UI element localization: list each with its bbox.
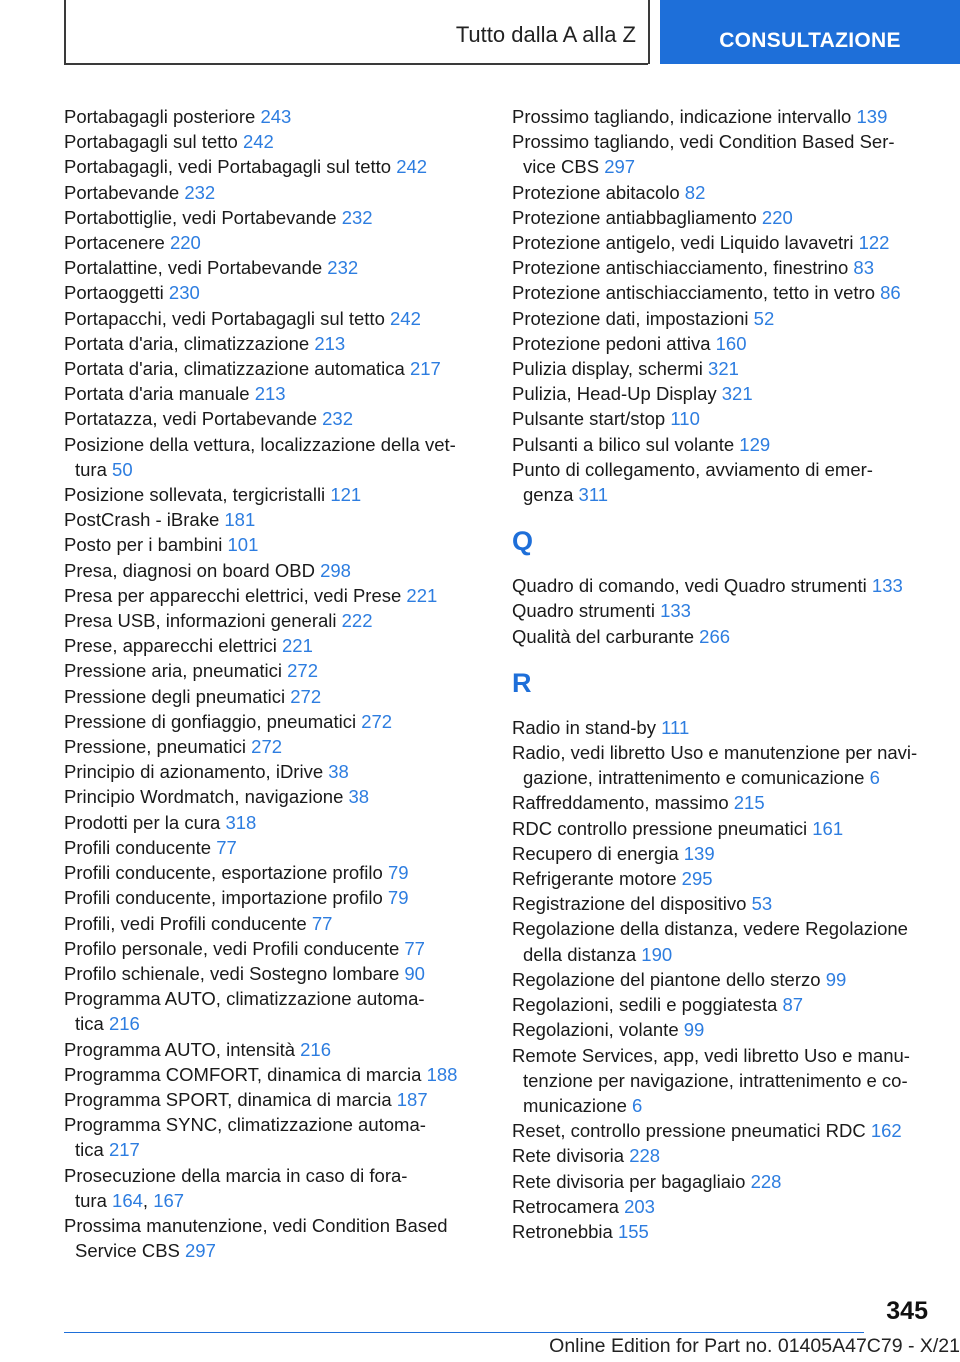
index-entry xyxy=(512,992,932,1017)
index-entry xyxy=(512,180,932,205)
entry-text: Reset, controllo pressione pneumatici RDC xyxy=(512,1120,871,1142)
index-entry xyxy=(64,180,494,205)
entry-text: tenzione per navigazione, intrattenimento e co- xyxy=(523,1069,908,1091)
index-entry xyxy=(64,532,494,557)
page-reference-link[interactable]: 38 xyxy=(348,786,370,808)
header-separator xyxy=(648,0,650,64)
entry-text: Rete divisoria per bagagliaio xyxy=(512,1170,751,1192)
entry-text: Protezione antischiacciamento, tetto in vetro xyxy=(512,282,881,304)
entry-text: Service CBS xyxy=(75,1240,186,1262)
entry-text: Pressione aria, pneumatici xyxy=(64,660,288,682)
entry-text: Profili conducente, esportazione profilo xyxy=(64,862,388,884)
entry-text: Posizione sollevata, tergicristalli xyxy=(64,484,331,506)
index-entry xyxy=(512,356,932,381)
index-entry xyxy=(512,967,932,992)
index-entry xyxy=(512,891,932,916)
entry-text: Portabagagli, vedi Portabagagli sul tetto xyxy=(64,156,397,178)
index-letter-r: R xyxy=(512,667,532,698)
page-reference-link[interactable]: 216 xyxy=(300,1038,332,1060)
index-entry xyxy=(64,608,494,633)
entry-text: Portabevande xyxy=(64,181,185,203)
entry-text: Programma SPORT, dinamica di marcia xyxy=(64,1088,397,1110)
index-entry xyxy=(64,507,494,532)
page-reference-link[interactable]: 266 xyxy=(699,625,731,647)
entry-text: Protezione antigelo, vedi Liquido lavavetri xyxy=(512,232,859,254)
entry-text: Prossimo tagliando, vedi Condition Based Ser- xyxy=(512,131,895,153)
page-reference-link[interactable]: 50 xyxy=(112,458,133,480)
index-entry xyxy=(64,205,494,230)
entry-text: Portabagagli posteriore xyxy=(64,106,261,127)
page-reference-link[interactable]: 318 xyxy=(225,811,257,833)
page-reference-link[interactable]: 222 xyxy=(341,610,373,632)
entry-text: Portabottiglie, vedi Portabevande xyxy=(64,206,342,228)
entry-text: Radio in stand-by xyxy=(512,716,662,738)
index-entry xyxy=(64,432,494,482)
entry-text: Prossimo tagliando, indicazione intervallo xyxy=(512,106,857,127)
index-entry xyxy=(512,1194,932,1219)
page-reference-link[interactable]: 99 xyxy=(825,968,847,990)
entry-text: Pulizia, Head-Up Display xyxy=(512,383,722,405)
entry-text: della distanza xyxy=(523,943,642,965)
entry-text: Prese, apparecchi elettrici xyxy=(64,635,282,657)
page-reference-link[interactable]: 321 xyxy=(708,358,739,380)
entry-text: Principio di azionamento, iDrive xyxy=(64,761,329,783)
index-entry xyxy=(64,331,494,356)
page-reference-link[interactable]: 121 xyxy=(330,484,362,506)
entry-text: Pressione degli pneumatici xyxy=(64,685,291,707)
index-entry xyxy=(64,129,494,154)
page-reference-link[interactable]: 129 xyxy=(739,433,771,455)
index-entry xyxy=(512,104,932,129)
page-reference-link[interactable]: 155 xyxy=(617,1220,649,1242)
page-reference-link[interactable]: 162 xyxy=(870,1120,902,1142)
page-reference-link[interactable]: 217 xyxy=(409,358,441,380)
entry-text: Portata d'aria, climatizzazione xyxy=(64,332,315,354)
index-entry xyxy=(512,1043,932,1119)
page-reference-link[interactable]: 52 xyxy=(753,307,775,329)
entry-text: Posizione della vettura, localizzazione della vet- xyxy=(64,433,456,455)
entry-text: Portacenere xyxy=(64,232,170,254)
entry-text: Rete divisoria xyxy=(512,1145,630,1167)
page-reference-link[interactable]: 232 xyxy=(327,257,359,279)
page-reference-link[interactable]: 242 xyxy=(390,307,421,329)
page-reference-link[interactable]: 203 xyxy=(624,1195,655,1217)
index-entry xyxy=(512,129,932,179)
index-entry xyxy=(512,1143,932,1168)
index-entry xyxy=(64,936,494,961)
index-entry xyxy=(64,885,494,910)
page-reference-link[interactable]: 230 xyxy=(168,282,200,304)
footer-edition: Online Edition for Part no. 01405A47C79 - X/21 xyxy=(549,1335,960,1357)
index-entry xyxy=(512,432,932,457)
index-entry xyxy=(64,1087,494,1112)
page-reference-link[interactable]: 228 xyxy=(750,1170,782,1192)
entry-text: Retronebbia xyxy=(512,1220,618,1242)
index-entry xyxy=(64,684,494,709)
index-entry xyxy=(512,381,932,406)
page-reference-link[interactable]: 38 xyxy=(328,761,349,783)
index-group-q xyxy=(512,573,932,649)
entry-text: Presa, diagnosi on board OBD xyxy=(64,559,321,581)
index-group-r xyxy=(512,715,932,1244)
index-entry xyxy=(64,860,494,885)
page-reference-link[interactable]: 139 xyxy=(683,842,715,864)
index-group-p xyxy=(512,104,932,507)
page-reference-link[interactable]: 216 xyxy=(108,1013,140,1035)
page-reference-link[interactable]: 297 xyxy=(185,1240,216,1262)
index-entry xyxy=(512,573,932,598)
entry-text: tica xyxy=(75,1013,109,1035)
page-reference-link[interactable]: 311 xyxy=(578,484,609,506)
index-entry xyxy=(64,633,494,658)
entry-text: Profilo schienale, vedi Sostegno lombare xyxy=(64,962,405,984)
entry-text: Programma AUTO, intensità xyxy=(64,1038,301,1060)
page-reference-link[interactable]: 232 xyxy=(341,206,373,228)
index-entry xyxy=(64,558,494,583)
page-reference-link[interactable]: 243 xyxy=(260,106,292,127)
page-reference-link[interactable]: 110 xyxy=(670,408,700,430)
index-entry xyxy=(64,961,494,986)
page-reference-link[interactable]: 79 xyxy=(387,887,409,909)
index-entry xyxy=(64,1213,494,1263)
page-reference-link[interactable]: 272 xyxy=(251,736,283,758)
header-left-rule xyxy=(64,0,66,64)
index-entry xyxy=(512,255,932,280)
page-reference-link[interactable]: 213 xyxy=(314,332,346,354)
entry-text: Portata d'aria, climatizzazione automatica xyxy=(64,358,410,380)
entry-text: Remote Services, app, vedi libretto Uso e manu- xyxy=(512,1044,910,1066)
entry-text: Portata d'aria manuale xyxy=(64,383,255,405)
entry-text: Protezione abitacolo xyxy=(512,181,685,203)
index-letter-q: Q xyxy=(512,526,534,557)
index-entry xyxy=(64,1062,494,1087)
page-reference-link[interactable]: 77 xyxy=(404,937,425,959)
entry-text: vice CBS xyxy=(523,156,605,178)
entry-text: Regolazione del piantone dello sterzo xyxy=(512,968,826,990)
page-reference-link[interactable]: 190 xyxy=(641,943,673,965)
entry-text: Pressione di gonfiaggio, pneumatici xyxy=(64,710,362,732)
index-entry xyxy=(512,406,932,431)
entry-text: Profilo personale, vedi Profili conducente xyxy=(64,937,405,959)
entry-text: Regolazioni, sedili e poggiatesta xyxy=(512,994,783,1016)
entry-text: Portatazza, vedi Portabevande xyxy=(64,408,323,430)
page-reference-link[interactable]: 228 xyxy=(629,1145,661,1167)
page-reference-link[interactable]: 213 xyxy=(254,383,286,405)
page-reference-link[interactable]: 242 xyxy=(242,131,274,153)
entry-text: Programma AUTO, climatizzazione automa- xyxy=(64,988,425,1010)
entry-text: municazione xyxy=(523,1094,633,1116)
page-reference-link[interactable]: 187 xyxy=(396,1088,428,1110)
entry-text: Profili, vedi Profili conducente xyxy=(64,912,312,934)
entry-text: Prosecuzione della marcia in caso di fora- xyxy=(64,1164,408,1186)
entry-text: genza xyxy=(523,484,579,506)
index-entry xyxy=(512,1017,932,1042)
index-entry xyxy=(512,740,932,790)
index-entry xyxy=(512,841,932,866)
entry-text: Protezione dati, impostazioni xyxy=(512,307,754,329)
index-column-right xyxy=(512,104,932,1244)
entry-text: Presa per apparecchi elettrici, vedi Prese xyxy=(64,584,407,606)
entry-text: Qualità del carburante xyxy=(512,625,700,647)
index-column-left xyxy=(64,104,494,1263)
index-entry xyxy=(64,356,494,381)
index-entry xyxy=(64,482,494,507)
entry-text: RDC controllo pressione pneumatici xyxy=(512,817,813,839)
page-reference-link[interactable]: 86 xyxy=(880,282,901,304)
page-reference-link[interactable]: 220 xyxy=(169,232,201,254)
entry-text: Portapacchi, vedi Portabagagli sul tetto xyxy=(64,307,390,329)
entry-text: gazione, intrattenimento e comunicazione xyxy=(523,767,870,789)
entry-text: Portaoggetti xyxy=(64,282,169,304)
entry-text: Quadro di comando, vedi Quadro strumenti xyxy=(512,575,872,597)
chapter-tab[interactable]: CONSULTAZIONE xyxy=(660,0,960,64)
index-entry xyxy=(512,715,932,740)
index-entry xyxy=(512,916,932,966)
index-entry xyxy=(512,598,932,623)
index-entry xyxy=(512,816,932,841)
page-reference-link[interactable]: 82 xyxy=(684,181,706,203)
index-entry xyxy=(64,734,494,759)
page-reference-link[interactable]: 79 xyxy=(387,862,409,884)
index-entry xyxy=(512,230,932,255)
header-bottom-rule xyxy=(64,63,648,65)
page-reference-link[interactable]: 83 xyxy=(853,257,874,279)
page-reference-link[interactable]: 215 xyxy=(733,792,765,814)
section-title: Tutto dalla A alla Z xyxy=(455,22,636,47)
entry-text: Programma SYNC, climatizzazione automa- xyxy=(64,1114,426,1136)
entry-text: Refrigerante motore xyxy=(512,868,682,890)
entry-text: Protezione antischiacciamento, finestrino xyxy=(512,257,854,279)
index-entry xyxy=(64,810,494,835)
index-entry xyxy=(64,154,494,179)
entry-text: Regolazioni, volante xyxy=(512,1019,684,1041)
index-entry xyxy=(512,457,932,507)
index-entry xyxy=(64,986,494,1036)
entry-text: Portalattine, vedi Portabevande xyxy=(64,257,328,279)
page-reference-link[interactable]: 6 xyxy=(869,767,880,789)
entry-text: Quadro strumenti xyxy=(512,600,661,622)
entry-text: Retrocamera xyxy=(512,1195,625,1217)
index-entry xyxy=(512,866,932,891)
page-reference-link[interactable]: 6 xyxy=(632,1094,643,1116)
page-reference-link[interactable]: 77 xyxy=(216,836,237,858)
page-reference-link[interactable]: 217 xyxy=(108,1139,140,1161)
page-reference-link[interactable]: 242 xyxy=(396,156,428,178)
index-entry xyxy=(64,255,494,280)
index-entry xyxy=(64,784,494,809)
index-entry xyxy=(64,911,494,936)
index-entry xyxy=(64,709,494,734)
index-entry xyxy=(64,230,494,255)
entry-text: Principio Wordmatch, navigazione xyxy=(64,786,349,808)
entry-text: tura xyxy=(75,458,113,480)
entry-text: Pulizia display, schermi xyxy=(512,358,709,380)
page-reference-link[interactable]: 111 xyxy=(661,716,690,738)
index-entry xyxy=(512,1169,932,1194)
entry-text: Profili conducente xyxy=(64,836,217,858)
index-entry xyxy=(512,790,932,815)
index-entry xyxy=(64,280,494,305)
entry-text: Pulsanti a bilico sul volante xyxy=(512,433,740,455)
page-reference-link[interactable]: 167 xyxy=(153,1189,185,1211)
entry-text: Recupero di energia xyxy=(512,842,684,864)
index-entry xyxy=(64,104,494,129)
page-reference-link[interactable]: 133 xyxy=(660,600,691,622)
page-reference-link[interactable]: 232 xyxy=(322,408,354,430)
entry-text: Protezione antiabbagliamento xyxy=(512,206,762,228)
entry-text: PostCrash - iBrake xyxy=(64,509,225,531)
index-entry xyxy=(64,1112,494,1162)
page-reference-link[interactable]: 181 xyxy=(224,509,256,531)
index-entry xyxy=(64,306,494,331)
entry-text: Raffreddamento, massimo xyxy=(512,792,734,814)
index-entry xyxy=(512,1118,932,1143)
entry-text: tura xyxy=(75,1189,113,1211)
page-reference-link[interactable]: 77 xyxy=(311,912,333,934)
entry-text: Posto per i bambini xyxy=(64,534,228,556)
index-entry xyxy=(64,759,494,784)
index-entry xyxy=(64,835,494,860)
page-reference-link[interactable]: 295 xyxy=(681,868,713,890)
page-reference-link[interactable]: 139 xyxy=(856,106,888,127)
page-reference-link[interactable]: 99 xyxy=(683,1019,705,1041)
page-reference-link[interactable]: 160 xyxy=(715,332,747,354)
index-entry xyxy=(512,331,932,356)
entry-text: tica xyxy=(75,1139,109,1161)
index-entry xyxy=(512,1219,932,1244)
entry-text: Prossima manutenzione, vedi Condition Based xyxy=(64,1214,448,1236)
page-reference-link[interactable]: 221 xyxy=(406,584,438,606)
page-reference-link[interactable]: 220 xyxy=(761,206,793,228)
index-entry xyxy=(64,658,494,683)
page-reference-link[interactable]: 101 xyxy=(227,534,259,556)
page-reference-link[interactable]: 133 xyxy=(871,575,903,597)
page-reference-link[interactable]: 221 xyxy=(282,635,313,657)
page-reference-link[interactable]: 164 xyxy=(112,1189,143,1211)
entry-text: Pulsante start/stop xyxy=(512,408,671,430)
entry-text: Profili conducente, importazione profilo xyxy=(64,887,388,909)
page-reference-link[interactable]: 161 xyxy=(812,817,844,839)
page-reference-link[interactable]: 122 xyxy=(858,232,890,254)
entry-text: Portabagagli sul tetto xyxy=(64,131,243,153)
index-entry xyxy=(64,583,494,608)
page-reference-link[interactable]: 297 xyxy=(604,156,636,178)
page-number: 345 xyxy=(886,1297,928,1325)
page-reference-link[interactable]: 87 xyxy=(782,994,804,1016)
index-entry xyxy=(512,306,932,331)
entry-text: Registrazione del dispositivo xyxy=(512,893,752,915)
index-entry xyxy=(512,205,932,230)
index-entry xyxy=(64,381,494,406)
index-entry xyxy=(512,280,932,305)
entry-text: Punto di collegamento, avviamento di emer- xyxy=(512,458,873,480)
page-reference-link[interactable]: 272 xyxy=(290,685,322,707)
page-reference-link[interactable]: 232 xyxy=(184,181,216,203)
entry-text: Protezione pedoni attiva xyxy=(512,332,716,354)
index-entry: Prosecuzione della marcia in caso di fora- tura 164, 167 xyxy=(64,1164,408,1211)
entry-text: Radio, vedi libretto Uso e manutenzione per navi- xyxy=(512,742,918,764)
page-reference-link[interactable]: 188 xyxy=(426,1063,458,1085)
page-reference-link[interactable]: 272 xyxy=(361,710,393,732)
entry-text: Prodotti per la cura xyxy=(64,811,226,833)
page-reference-link[interactable]: 53 xyxy=(751,893,773,915)
index-entry xyxy=(64,1037,494,1062)
page-reference-link[interactable]: 298 xyxy=(320,559,351,581)
index-entry xyxy=(512,624,932,649)
index-entry xyxy=(64,406,494,431)
entry-text: Pressione, pneumatici xyxy=(64,736,252,758)
page-reference-link[interactable]: 272 xyxy=(287,660,319,682)
page-reference-link[interactable]: 90 xyxy=(404,962,425,984)
entry-text: Programma COMFORT, dinamica di marcia xyxy=(64,1063,427,1085)
entry-text: Regolazione della distanza, vedere Regolazione xyxy=(512,918,908,940)
entry-text: Presa USB, informazioni generali xyxy=(64,610,342,632)
page-reference-link[interactable]: 321 xyxy=(721,383,753,405)
